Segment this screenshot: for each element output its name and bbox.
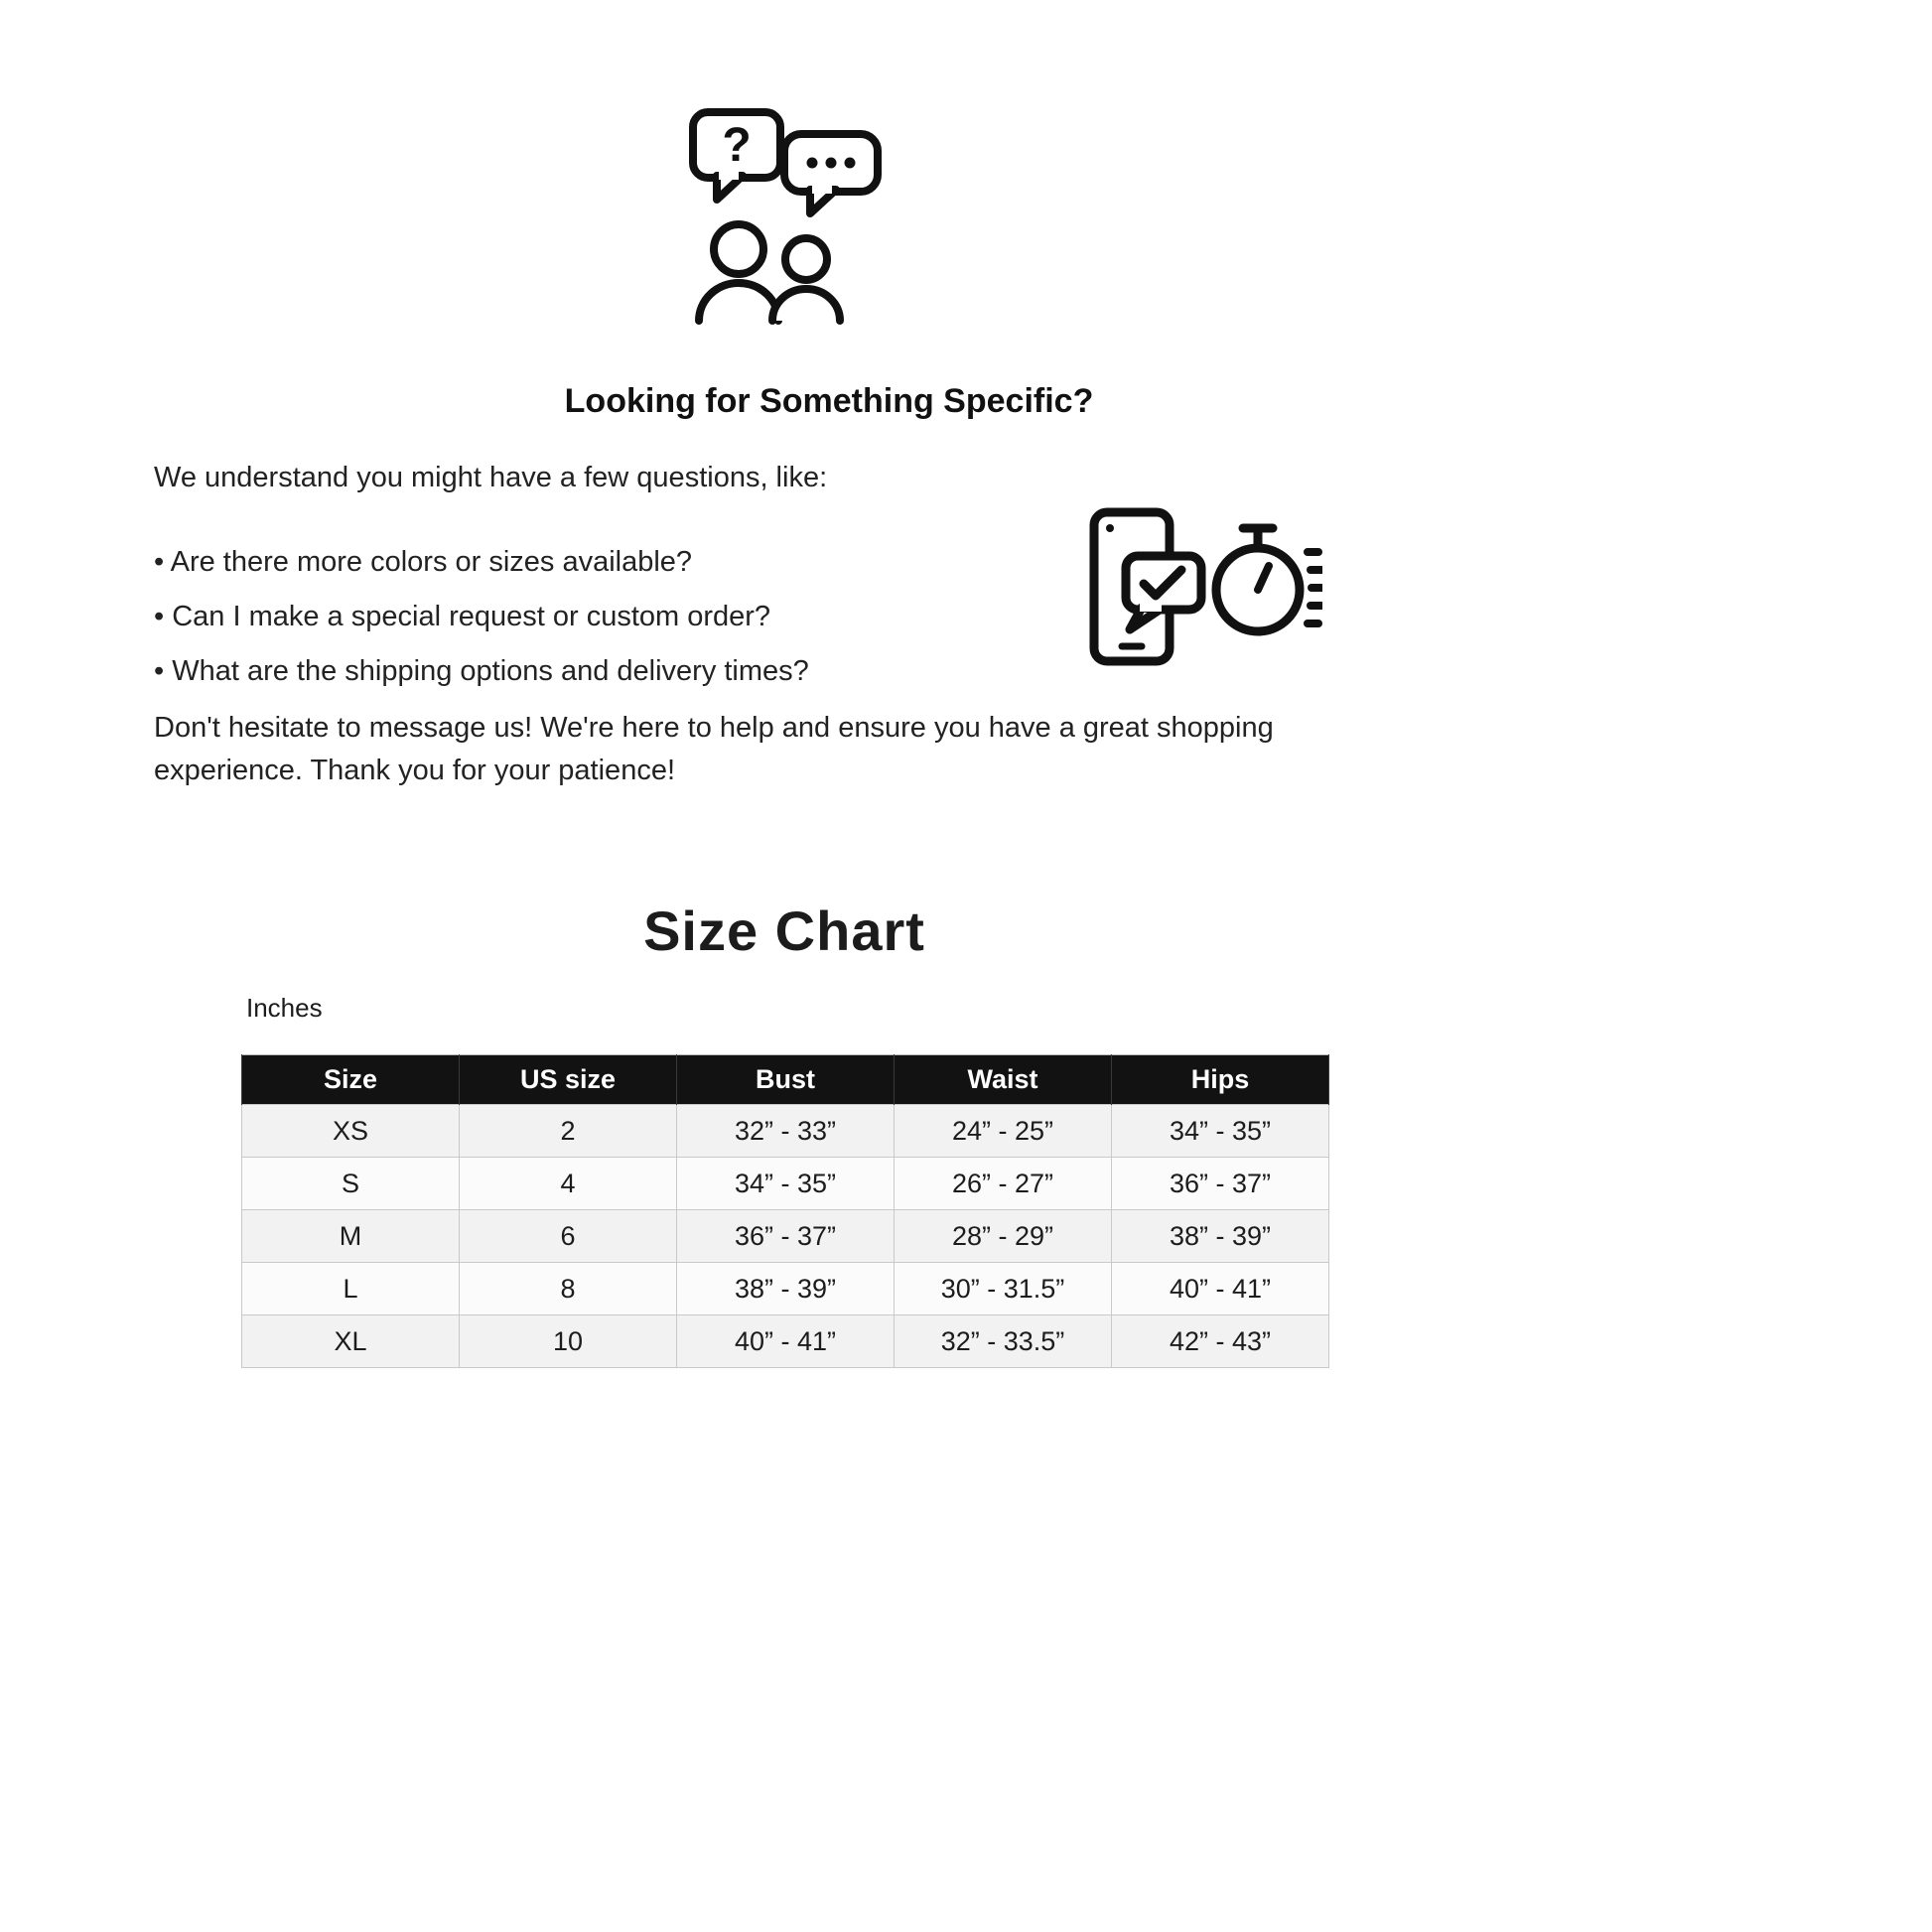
table-row-s (242, 1158, 1329, 1210)
table-cell: 28” - 29” (895, 1210, 1112, 1263)
table-row-m (242, 1210, 1329, 1263)
table-row-xl (242, 1315, 1329, 1368)
table-cell: 36” - 37” (677, 1210, 895, 1263)
table-cell: 34” - 35” (677, 1158, 895, 1210)
table-cell: 38” - 39” (1112, 1210, 1329, 1263)
table-cell: 24” - 25” (895, 1105, 1112, 1158)
table-cell: 36” - 37” (1112, 1158, 1329, 1210)
header-row (242, 1055, 1329, 1105)
size-chart-table (241, 1054, 1329, 1368)
table-cell: 34” - 35” (1112, 1105, 1329, 1158)
table-cell: L (242, 1263, 460, 1315)
table-cell: 30” - 31.5” (895, 1263, 1112, 1315)
table-cell: XL (242, 1315, 460, 1368)
bullet-item-1: • Are there more colors or sizes available? (154, 546, 693, 578)
bullet-item-3: • What are the shipping options and delivery times? (154, 655, 809, 688)
intro-text: We understand you might have a few questions, like: (154, 462, 828, 493)
chat-question-icon (683, 104, 887, 328)
fast-response-icon-svg (1084, 504, 1322, 673)
table-cell: M (242, 1210, 460, 1263)
column-header-hips: Hips (1112, 1055, 1329, 1105)
svg-text:?: ? (722, 119, 752, 172)
table-cell: XS (242, 1105, 460, 1158)
size-chart-title: Size Chart (643, 899, 925, 962)
fast-response-icon (1084, 504, 1322, 673)
unit-label: Inches (246, 993, 323, 1023)
table-cell: 40” - 41” (677, 1315, 895, 1368)
page-heading: Looking for Something Specific? (564, 382, 1094, 420)
table-cell: 6 (460, 1210, 677, 1263)
bullet-item-2: • Can I make a special request or custom order? (154, 601, 771, 633)
table-cell: 2 (460, 1105, 677, 1158)
table-cell: 10 (460, 1315, 677, 1368)
table-cell: 32” - 33.5” (895, 1315, 1112, 1368)
column-header-waist: Waist (895, 1055, 1112, 1105)
table-cell: S (242, 1158, 460, 1210)
chat-question-icon-svg (683, 104, 887, 328)
table-row-l (242, 1263, 1329, 1315)
column-header-bust: Bust (677, 1055, 895, 1105)
table-cell: 40” - 41” (1112, 1263, 1329, 1315)
table-row-xs (242, 1105, 1329, 1158)
table-cell: 8 (460, 1263, 677, 1315)
table-cell: 38” - 39” (677, 1263, 895, 1315)
column-header-us-size: US size (460, 1055, 677, 1105)
table-cell: 42” - 43” (1112, 1315, 1329, 1368)
table-cell: 4 (460, 1158, 677, 1210)
table-cell: 32” - 33” (677, 1105, 895, 1158)
column-header-size: Size (242, 1055, 460, 1105)
question-list (154, 541, 1107, 705)
table-cell: 26” - 27” (895, 1158, 1112, 1210)
outro-text: Don't hesitate to message us! We're here to help and ensure you have a great shopping experience. Thank you for your patience! (154, 712, 1274, 786)
